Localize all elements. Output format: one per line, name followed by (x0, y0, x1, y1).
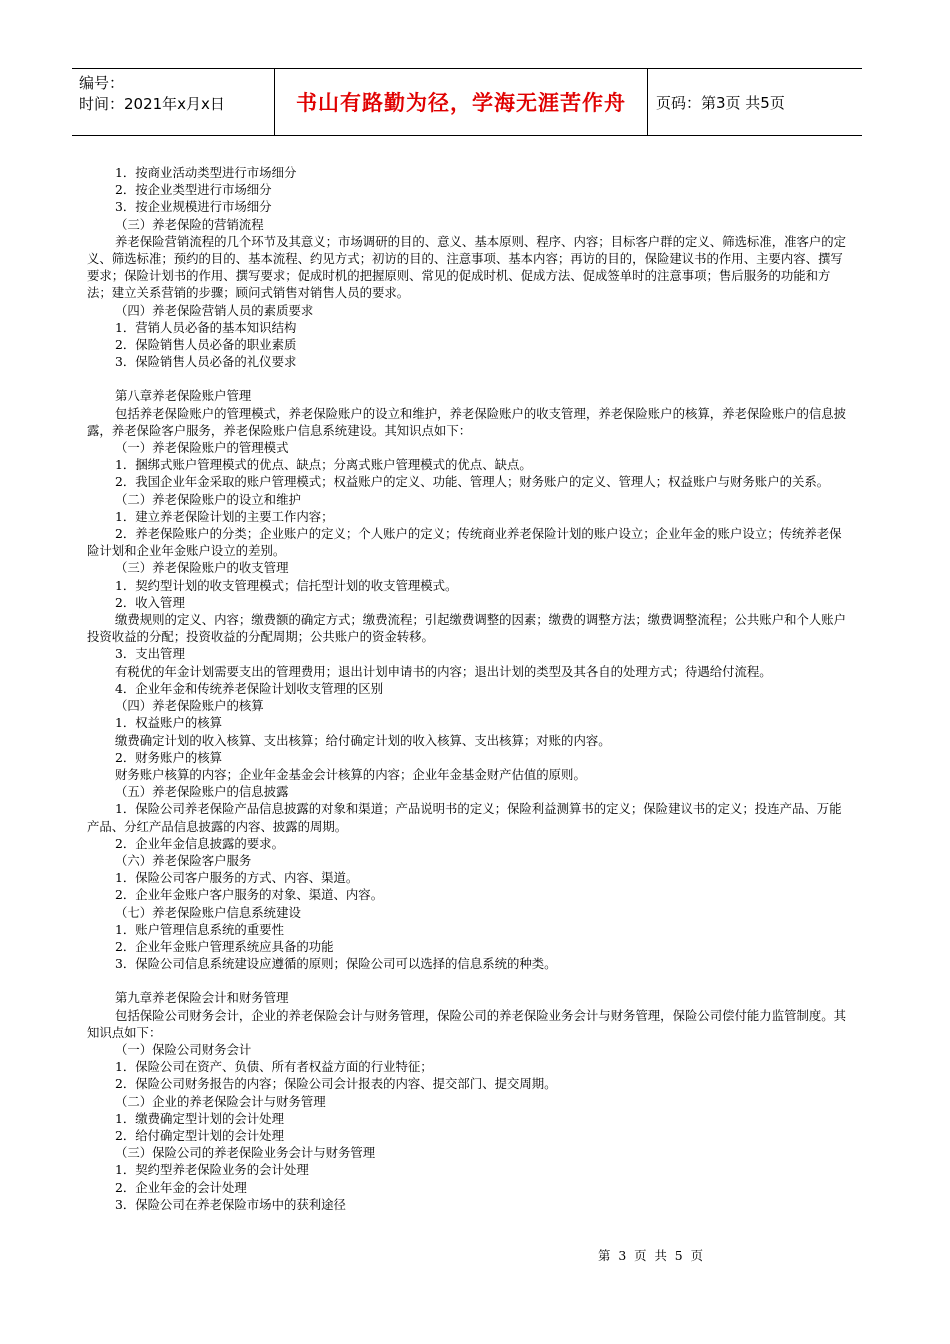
section-gap (87, 972, 850, 989)
page-footer: 第 3 页 共 5 页 (598, 1248, 706, 1263)
body-paragraph: 1．权益账户的核算 (115, 715, 223, 731)
body-paragraph: （二）养老保险账户的设立和维护 (115, 491, 301, 507)
body-paragraph: 2．财务账户的核算 (115, 749, 223, 765)
body-paragraph: 2．企业年金账户管理系统应具备的功能 (115, 938, 334, 954)
body-paragraph: 1．按商业活动类型进行市场细分 (115, 165, 297, 180)
body-paragraph: 1．账户管理信息系统的重要性 (115, 921, 284, 937)
document-time-label: 时间：2021年x月x日 (79, 95, 225, 113)
body-paragraph: 3．按企业规模进行市场细分 (115, 199, 272, 215)
body-paragraph: 1．契约型养老保险业务的会计处理 (115, 1162, 309, 1178)
body-paragraph: 1．契约型计划的收支管理模式；信托型计划的收支管理模式。 (115, 577, 458, 593)
body-paragraph: 2．企业年金信息披露的要求。 (115, 835, 284, 851)
body-paragraph: 1．保险公司在资产、负债、所有者权益方面的行业特征； (115, 1059, 433, 1075)
body-paragraph: 3．支出管理 (115, 646, 185, 662)
body-paragraph: 第九章养老保险会计和财务管理 (115, 990, 289, 1006)
body-paragraph: （六）养老保险客户服务 (115, 852, 252, 868)
body-paragraph: 2．我国企业年金采取的账户管理模式；权益账户的定义、功能、管理人；财务账户的定义、管理人；权益账户与财务账户的关系。 (115, 474, 830, 490)
body-paragraph: 3．保险销售人员必备的礼仪要求 (115, 354, 297, 370)
body-paragraph: 2．企业年金账户客户服务的对象、渠道、内容。 (115, 887, 384, 903)
body-paragraph: 4．企业年金和传统养老保险计划收支管理的区别 (115, 680, 384, 696)
body-paragraph: 3．保险公司在养老保险市场中的获利途径 (115, 1196, 346, 1212)
header-page-info: 页码：第3页 共5页 (656, 93, 785, 112)
body-paragraph: 财务账户核算的内容；企业年金基金会计核算的内容；企业年金基金财产估值的原则。 (115, 766, 586, 782)
body-paragraph: 2．企业年金的会计处理 (115, 1179, 247, 1195)
header-motto: 书山有路勤为径，学海无涯苦作舟 (274, 69, 648, 135)
body-paragraph: （三）养老保险账户的收支管理 (115, 560, 289, 576)
body-paragraph: （二）企业的养老保险会计与财务管理 (115, 1093, 326, 1109)
body-paragraph: （一）养老保险账户的管理模式 (115, 440, 289, 456)
body-paragraph: 2．保险销售人员必备的职业素质 (115, 337, 297, 353)
body-paragraph: 1．保险公司客户服务的方式、内容、渠道。 (115, 870, 359, 886)
body-paragraph: （四）养老保险账户的核算 (115, 698, 264, 714)
body-paragraph: 有税优的年金计划需要支出的管理费用；退出计划申请书的内容；退出计划的类型及其各自的处理方式；待遇给付流程。 (115, 663, 772, 679)
body-paragraph: 3．保险公司信息系统建设应遵循的原则；保险公司可以选择的信息系统的种类。 (115, 956, 557, 972)
body-paragraph: 缴费规则的定义、内容；缴费额的确定方式；缴费流程；引起缴费调整的因素；缴费的调整方法；缴费调整流程；公共账户和个人账户投资收益的分配；投资收益的分配周期；公共账户的资金转移。 (87, 612, 847, 645)
body-paragraph: 包括保险公司财务会计，企业的养老保险会计与财务管理，保险公司的养老保险业务会计与财务管理，保险公司偿付能力监管制度。其知识点如下： (87, 1007, 847, 1040)
body-paragraph: 养老保险营销流程的几个环节及其意义；市场调研的目的、意义、基本原则、程序、内容；目标客户群的定义、筛选标准，准客户的定义、筛选标准；预约的目的、基本流程、约见方式；初访的目的、注意事项、基本内容；再访的目的，保险建议书的作用、主要内容、撰写要求；保险计划书的作用、撰写要求；促成时机的把握原则、常见的促成时机、促成方法、促成签单时的注意事项；售后服务的功能和方法；建立关系营销的步骤；顾问式销售对销售人员的要求。 (87, 233, 847, 301)
body-paragraph: 包括养老保险账户的管理模式，养老保险账户的设立和维护，养老保险账户的收支管理，养老保险账户的核算，养老保险账户的信息披露，养老保险客户服务，养老保险账户信息系统建设。其知识点如下： (87, 405, 847, 438)
body-paragraph: （三）养老保险的营销流程 (115, 216, 264, 232)
header-left-cell (72, 69, 274, 135)
body-paragraph: 第八章养老保险账户管理 (115, 388, 252, 404)
body-paragraph: （一）保险公司财务会计 (115, 1041, 252, 1057)
body-paragraph: 1．建立养老保险计划的主要工作内容； (115, 508, 334, 524)
body-paragraph: 1．保险公司养老保险产品信息披露的对象和渠道；产品说明书的定义；保险利益测算书的定义；保险建议书的定义；投连产品、万能产品、分红产品信息披露的内容、披露的周期。 (87, 801, 842, 834)
document-body (87, 164, 850, 1213)
body-paragraph: （七）养老保险账户信息系统建设 (115, 904, 301, 920)
body-paragraph: 2．按企业类型进行市场细分 (115, 182, 272, 198)
body-paragraph: 2．养老保险账户的分类；企业账户的定义；个人账户的定义；传统商业养老保险计划的账户设立；企业年金的账户设立；传统养老保险计划和企业年金账户设立的差别。 (87, 526, 842, 559)
body-paragraph: 缴费确定计划的收入核算、支出核算；给付确定计划的收入核算、支出核算；对账的内容。 (115, 732, 611, 748)
body-paragraph: 1．缴费确定型计划的会计处理 (115, 1110, 284, 1126)
body-paragraph: （五）养老保险账户的信息披露 (115, 784, 289, 800)
body-paragraph: 2．收入管理 (115, 594, 185, 610)
body-paragraph: 1．捆绑式账户管理模式的优点、缺点；分离式账户管理模式的优点、缺点。 (115, 457, 532, 473)
body-paragraph: （四）养老保险营销人员的素质要求 (115, 302, 314, 318)
body-paragraph: 1．营销人员必备的基本知识结构 (115, 319, 297, 335)
page-header (72, 68, 862, 136)
body-paragraph: 2．保险公司财务报告的内容；保险公司会计报表的内容、提交部门、提交周期。 (115, 1076, 557, 1092)
body-paragraph: （三）保险公司的养老保险业务会计与财务管理 (115, 1145, 376, 1161)
section-gap (87, 370, 850, 387)
body-paragraph: 2．给付确定型计划的会计处理 (115, 1127, 284, 1143)
document-number-label: 编号： (79, 74, 125, 92)
